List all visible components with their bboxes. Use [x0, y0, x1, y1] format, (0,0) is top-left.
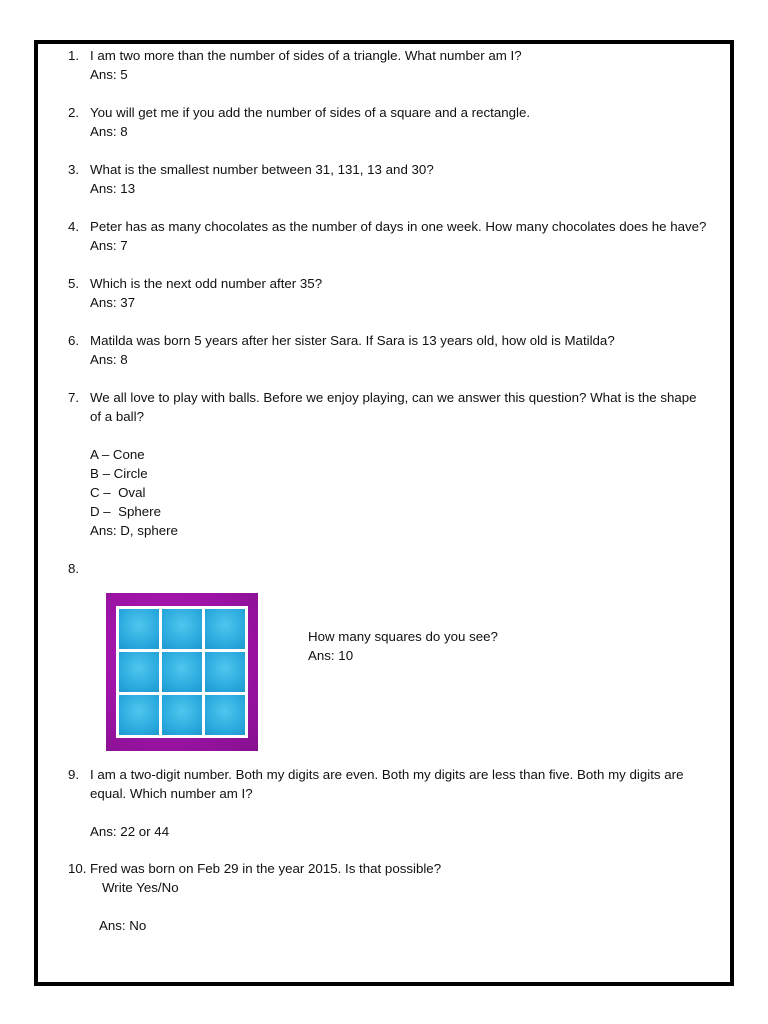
question-text: Fred was born on Feb 29 in the year 2015. Is that possible?: [90, 861, 442, 876]
answer-text: Ans: 7: [90, 238, 128, 253]
answer-text: Ans: 22 or 44: [90, 824, 170, 839]
question-number: 3.: [68, 162, 80, 177]
answer-text: Ans: 13: [90, 181, 136, 196]
question-text: Matilda was born 5 years after her sister Sara. If Sara is 13 years old, how old is Matilda?: [90, 333, 615, 348]
grid-cell: [205, 609, 245, 649]
answer-text: Ans: 10: [308, 648, 354, 663]
question-text: We all love to play with balls. Before we enjoy playing, can we answer this question? What is the shape: [90, 390, 697, 405]
grid-cell: [119, 652, 159, 692]
answer-text: Ans: No: [99, 918, 147, 933]
grid-cell: [162, 609, 202, 649]
question-text: What is the smallest number between 31, 131, 13 and 30?: [90, 162, 434, 177]
question-number: 10.: [68, 861, 87, 876]
grid-cell: [205, 695, 245, 735]
answer-text: Ans: 8: [90, 352, 128, 367]
question-number: 9.: [68, 767, 80, 782]
option-d: D – Sphere: [90, 504, 161, 519]
question-text: How many squares do you see?: [308, 629, 498, 644]
question-text: I am a two-digit number. Both my digits are even. Both my digits are less than five. Both my digits are: [90, 767, 684, 782]
grid-cell: [162, 695, 202, 735]
answer-text: Ans: D, sphere: [90, 523, 178, 538]
answer-text: Ans: 5: [90, 67, 128, 82]
question-text: I am two more than the number of sides of a triangle. What number am I?: [90, 48, 522, 63]
answer-text: Ans: 8: [90, 124, 128, 139]
grid-cell: [205, 652, 245, 692]
question-text: Write Yes/No: [102, 880, 179, 895]
question-number: 5.: [68, 276, 80, 291]
grid-image: [106, 593, 258, 751]
question-text: Which is the next odd number after 35?: [90, 276, 323, 291]
question-text: of a ball?: [90, 409, 144, 424]
question-number: 8.: [68, 561, 80, 576]
question-number: 2.: [68, 105, 80, 120]
grid-cell: [119, 609, 159, 649]
question-text: You will get me if you add the number of sides of a square and a rectangle.: [90, 105, 531, 120]
option-b: B – Circle: [90, 466, 148, 481]
question-number: 6.: [68, 333, 80, 348]
grid-cell: [119, 695, 159, 735]
grid-icon: [116, 606, 248, 738]
question-number: 4.: [68, 219, 80, 234]
option-c: C – Oval: [90, 485, 146, 500]
answer-text: Ans: 37: [90, 295, 136, 310]
option-a: A – Cone: [90, 447, 145, 462]
question-text: equal. Which number am I?: [90, 786, 253, 801]
question-number: 7.: [68, 390, 80, 405]
grid-cell: [162, 652, 202, 692]
question-number: 1.: [68, 48, 80, 63]
question-text: Peter has as many chocolates as the number of days in one week. How many chocolates does he have?: [90, 219, 707, 234]
